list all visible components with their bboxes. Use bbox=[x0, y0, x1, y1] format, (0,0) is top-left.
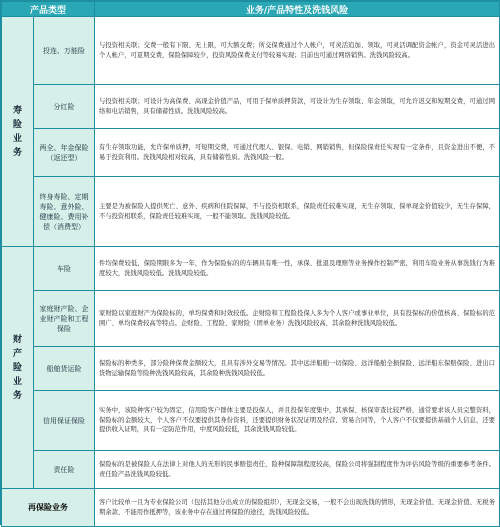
product-desc-cell: 主要是为被保险人提供死亡、意外、疾病和住院保障，不与投资相联系，保险责任较难实现，无生存领取、保单现金价值较少，无生存保障，不与投资相联系，保险责任较难实现，一般不能领取。洗钱风险较低。 bbox=[95, 177, 500, 247]
table-row bbox=[2, 129, 500, 177]
product-desc-cell: 与投资相关联；交费一般有下限、无上限，可大额交费；所交保费通过个人帐户，可灵活追加、领取，可灵活调配资金帐户，资金可灵活进出个人帐户，可趸期交费，保险保障较少，投资风险保费支付等较易实现；目前也可通过网络销售。洗钱风险较高。 bbox=[95, 17, 500, 85]
table-row bbox=[2, 391, 500, 451]
table-row bbox=[2, 489, 500, 527]
product-type-cell: 家庭财产险、企业财产险和工程保险 bbox=[34, 291, 95, 347]
insurance-aml-table bbox=[1, 1, 500, 527]
product-desc-cell: 保险标的种类多，部分险种保费金额较大，且具有涉外交易等情况。其中远洋船舶一切保险、远洋船舶全损保险、远洋船东保赔保险、进出口货物运输保险等险种洗钱风险较高，其余险种洗钱风险较低。 bbox=[95, 347, 500, 391]
table-row bbox=[2, 451, 500, 489]
product-type-cell: 车险 bbox=[34, 247, 95, 291]
table-row bbox=[2, 85, 500, 129]
table-row bbox=[2, 347, 500, 391]
product-desc-cell: 家财险以家庭财产为保险标的，单均保费和时效较低。企财险和工程险投保人多为个人客户或事业单位，具有投保标的价值核高、保险标的范围广、单均保费较高等特点。企财险、工程险、家财险（团单业务）洗钱风险较高，其余险种洗钱风险较低。 bbox=[95, 291, 500, 347]
category-property-insurance: 财产险业务 bbox=[2, 247, 34, 489]
table-row bbox=[2, 17, 500, 85]
category-reinsurance: 再保险业务 bbox=[2, 489, 95, 527]
product-type-cell: 船舶货运险 bbox=[34, 347, 95, 391]
table-row bbox=[2, 247, 500, 291]
product-type-cell: 信用保证保险 bbox=[34, 391, 95, 451]
category-life-insurance: 寿险业务 bbox=[2, 17, 34, 247]
product-desc-cell: 客户比较单一且为专业保险公司（包括其他分出成立的保险组织），无现金交易，一般不会出现洗钱的情形，无现金价值、无现金价值、无税务期余款、不能用作抵押等，该业务中存在通过再保险的途径，洗钱风险较低。 bbox=[95, 489, 500, 527]
product-desc-cell: 与投资相关联；可设计为高保费、高现金价值产品，可用于保单质押贷款，可设计为生存领取、年金领取，可允许迟交和短期交费，可通过网络和电话销售，具有储蓄性质。洗钱风险较高。 bbox=[95, 85, 500, 129]
header-product-type: 产品类型 bbox=[2, 2, 95, 17]
product-type-cell: 分红险 bbox=[34, 85, 95, 129]
product-type-cell: 投连、万能险 bbox=[34, 17, 95, 85]
product-type-cell: 终身寿险、定期寿险、意外险、健康险、费用补偿（消费型） bbox=[34, 177, 95, 247]
product-desc-cell: 实务中，该险种客户较为固定，信用险客户群体主要是投保人，并且投保年度集中，其承保、核保审查比较严格，通常要求该人员完整资料，保险标的金额较大，个人客户不仅要提供其身份资料，还要提供财务状况证明及经营、贸易合同等，个人客户不仅要提供基础个人信息，还要提供收入证明，具有一定防范作用，中度风险较低，其余洗钱风险较低。 bbox=[95, 391, 500, 451]
table-row bbox=[2, 291, 500, 347]
header-characteristics: 业务/产品特性及洗钱风险 bbox=[95, 2, 500, 17]
product-desc-cell: 保险标的是被保险人在法律上对他人的无形的民事赔偿责任，险种保障制程度较高，保险公司将强制程度作为评估风险等级的重要参考条件。责任险产品洗钱风险较低。 bbox=[95, 451, 500, 489]
product-desc-cell: 有生存领取功能，允许保单质押，可短期交费，可通过代理人、银保、电销、网销销售，但保险保责任实现有一定条件，且资金进出不便，不易于投资利用。洗钱风险相对较高，具有储蓄性质。洗钱风险一般。 bbox=[95, 129, 500, 177]
product-type-cell: 两全、年金保险（返还型） bbox=[34, 129, 95, 177]
product-type-cell: 责任险 bbox=[34, 451, 95, 489]
product-desc-cell: 件均保费较低，保险期限多为一年，作为保险标的的车辆具有唯一性，承保、批退及理赔等业务操作控制严密，利用车险业务从事洗钱行为难度较大，洗钱风险较低。洗钱风险较低。 bbox=[95, 247, 500, 291]
table-header-row bbox=[2, 2, 500, 17]
table-row bbox=[2, 177, 500, 247]
